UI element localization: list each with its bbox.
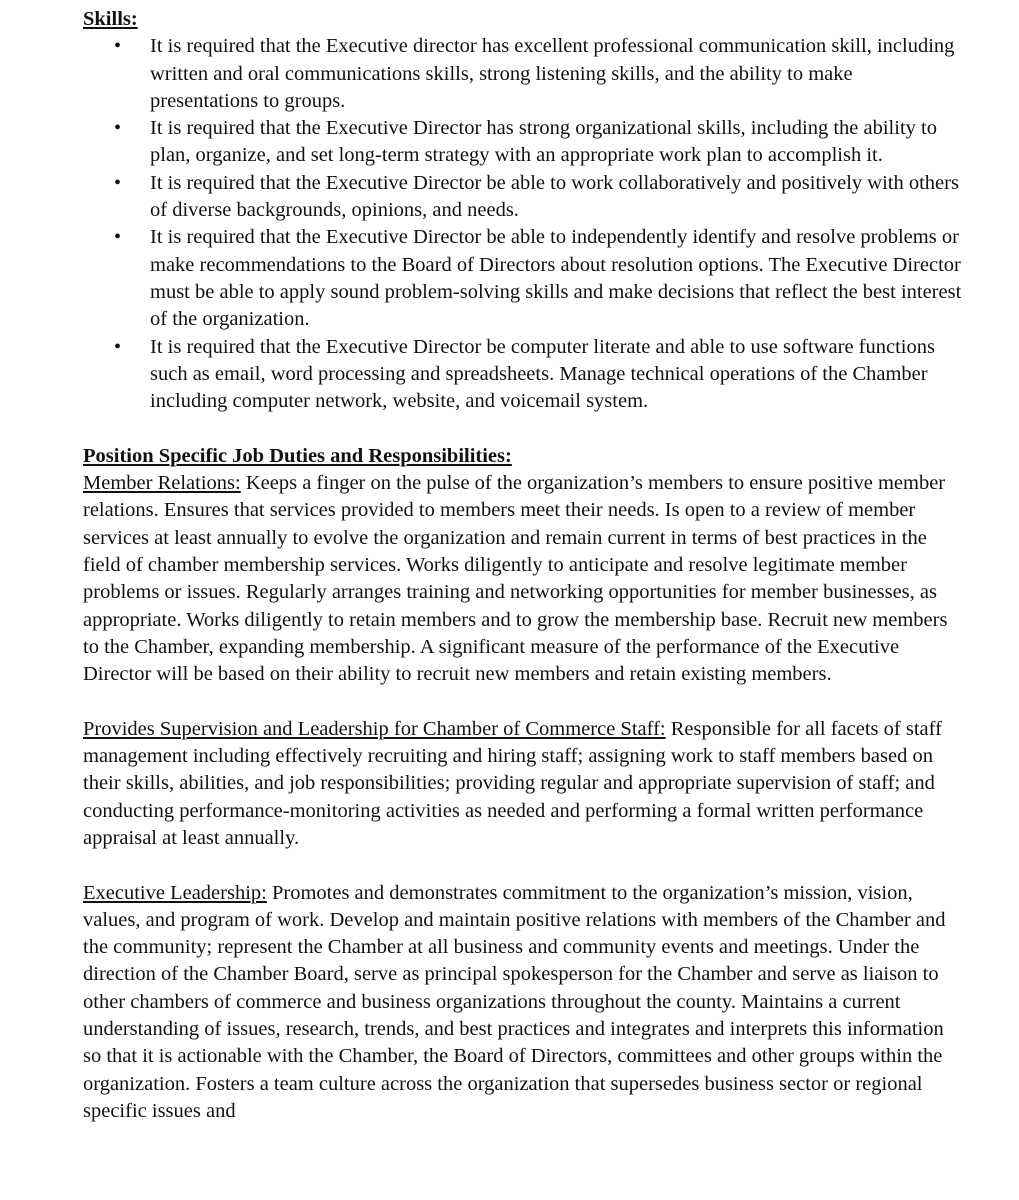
executive-leadership-text: Promotes and demonstrates commitment to the organization’s mission, vision, values, and program of work. Develop and maintain positive relations with members of the Chamber and the community; represent the Chamber at all business and community events and meetings. Under the direction of the Chamber Board, serve as principal spokesperson for the Chamber and serve as liaison to other chambers of commerce and business organizations throughout the county. Maintains a current understanding of issues, research, trends, and best practices and integrates and interprets this information so that it is actionable with the Chamber, the Board of Directors, committees and other groups within the organization. Fosters a team culture across the organization that supersedes business sector or regional specific issues and [83,881,946,1122]
skills-list-item [83,170,963,225]
skills-item-text: It is required that the Executive director has excellent professional communication skill, including written and oral communications skills, strong listening skills, and the ability to make presentations to groups. [150,35,955,112]
skills-item-text: It is required that the Executive Director be able to work collaboratively and positively with others of diverse backgrounds, opinions, and needs. [150,171,959,222]
supervision-text: Responsible for all facets of staff management including effectively recruiting and hiring staff; assigning work to staff members based on their skills, abilities, and job responsibilities; providing regular and appropriate supervision of staff; and conducting performance-monitoring activities as needed and performing a formal written performance appraisal at least annually. [83,717,942,849]
bullet-icon: • [114,226,122,249]
supervision-label: Provides Supervision and Leadership for Chamber of Commerce Staff: [83,717,666,740]
paragraph-spacer [83,852,963,879]
bullet-icon: • [114,35,122,58]
skills-item-text: It is required that the Executive Director be able to independently identify and resolve problems or make recommendations to the Board of Directors about resolution options. The Executive Director must be able to apply sound problem-solving skills and make decisions that reflect the best interest of the organization. [150,226,962,331]
bullet-icon: • [114,335,122,358]
duties-heading: Position Specific Job Duties and Responsibilities: [83,444,512,467]
skills-list-item [83,33,963,115]
bullet-icon: • [114,117,122,140]
skills-list-item [83,224,963,333]
bullet-icon: • [114,171,122,194]
executive-leadership-paragraph [83,880,963,1126]
supervision-paragraph [83,716,963,852]
member-relations-text: Keeps a finger on the pulse of the organization’s members to ensure positive member relations. Ensures that services provided to members meet their needs. Is open to a review of member services at least annually to evolve the organization and remain current in terms of best practices in the field of chamber membership services. Works diligently to anticipate and resolve legitimate member problems or issues. Regularly arranges training and networking opportunities for member businesses, as appropriate. Works diligently to retain members and to grow the membership base. Recruit new members to the Chamber, expanding membership. A significant measure of the performance of the Executive Director will be based on their ability to recruit new members and retain existing members. [83,472,948,686]
executive-leadership-label: Executive Leadership: [83,881,267,904]
section-spacer [83,415,963,442]
paragraph-spacer [83,688,963,715]
skills-list-item [83,334,963,416]
member-relations-label: Member Relations: [83,472,241,495]
skills-list-item [83,115,963,170]
skills-list [83,33,963,415]
skills-heading: Skills: [83,8,138,30]
member-relations-paragraph [83,470,963,688]
document-page [83,6,963,1125]
skills-item-text: It is required that the Executive Director be computer literate and able to use software functions such as email, word processing and spreadsheets. Manage technical operations of the Chamber including computer network, website, and voicemail system. [150,335,935,413]
skills-item-text: It is required that the Executive Director has strong organizational skills, including the ability to plan, organize, and set long-term strategy with an appropriate work plan to accomplish it. [150,117,937,167]
